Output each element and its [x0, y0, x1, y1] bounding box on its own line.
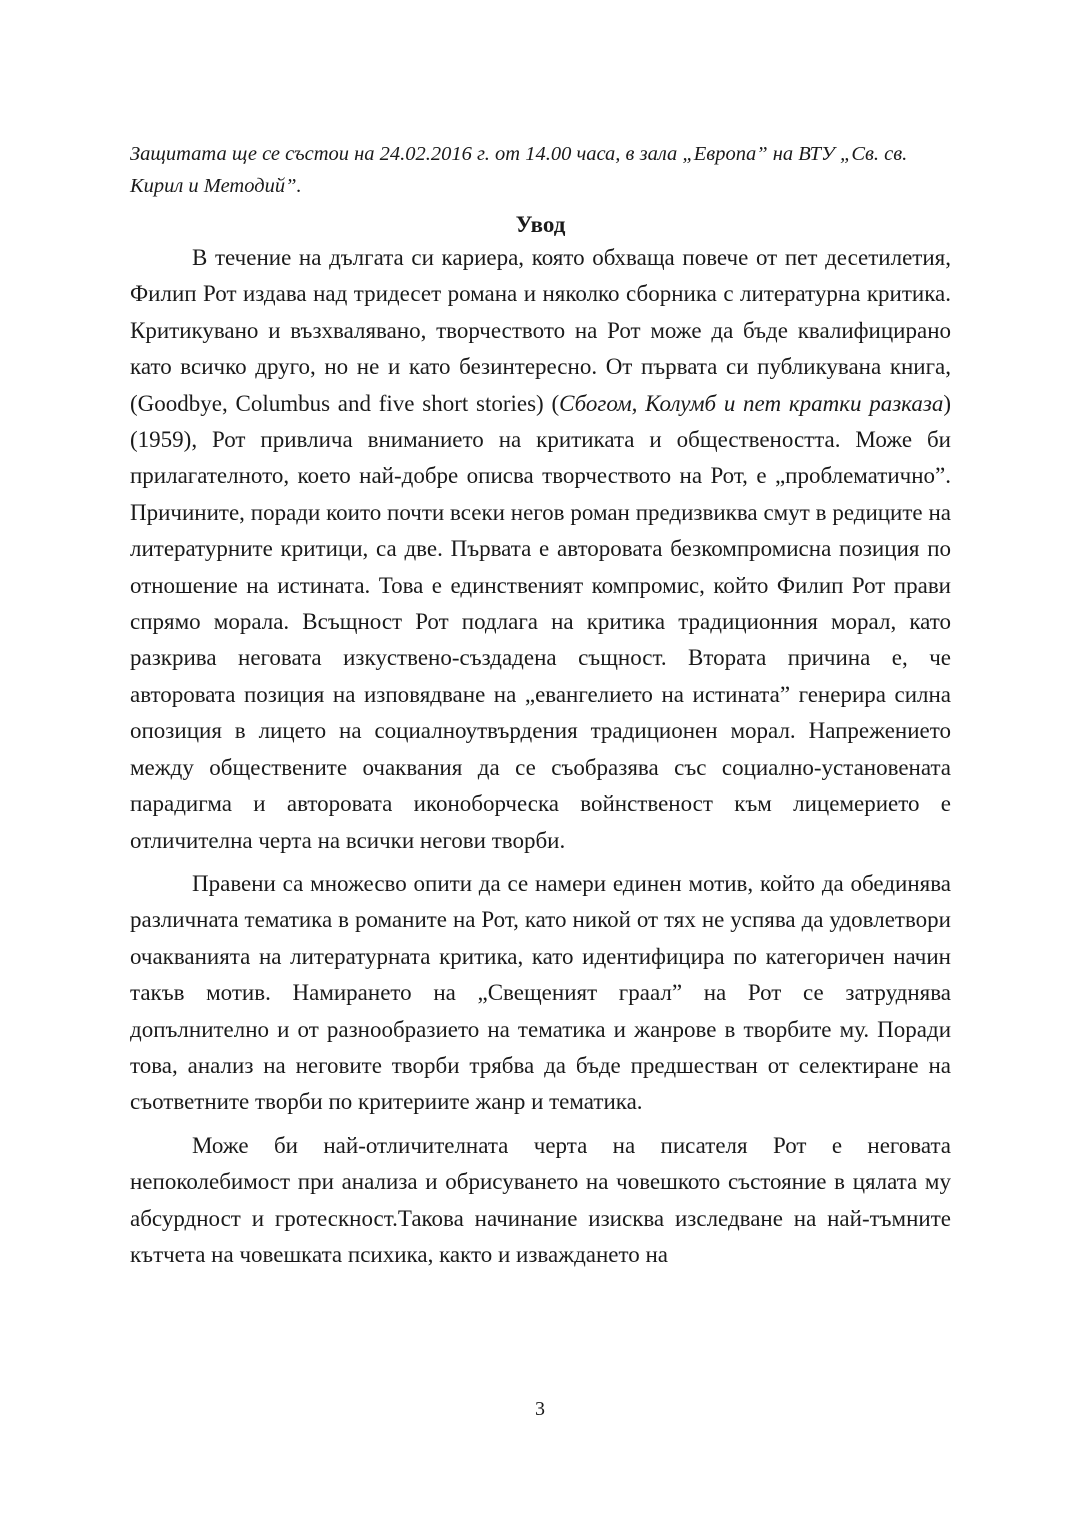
paragraph-1-text-b: ) (1959), Рот привлича вниманието на критиката и обществеността. Може би прилагателното, което най-добре описва творчеството на Рот, е „проблематично”. Причините, поради които почти всеки негов роман предизвиква смут в редиците на литературните критици, са две. Първата е авторовата безкомпромисна позиция по отношение на истината. Това е единственият компромис, който Филип Рот прави спрямо морала. Всъщност Рот подлага на критика традиционния морал, като разкрива неговата изкуствено-създадена същност. Втората причина е, че авторовата позиция на изповядване на „евангелието на истината” генерира силна опозиция в лицето на социалноутвърдения традиционен морал. Напрежението между обществените очаквания да се съобразява със социално-установената парадигма и авторовата иконоборческа войнственост към лицемерието е отличителна черта на всички негови творби.: [130, 390, 951, 853]
paragraph-1-text-a: В течение на дългата си кариера, която обхваща повече от пет десетилетия, Филип Рот издава над тридесет романа и няколко сборника с литературна критика. Критикувано и възхвалявано, творчеството на Рот може да бъде квалифицирано като всичко друго, но не и като безинтересно. От първата си публикувана книга,(Goodbye, Columbus and five short stories) (: [130, 245, 951, 416]
page-content: [130, 138, 951, 1273]
section-heading: Увод: [515, 212, 566, 237]
paragraph-2: Правени са множесво опити да се намери единен мотив, който да обединява различната тематика в романите на Рот, като никой от тях не успява да удовлетвори очакванията на литературната критика, като идентифицира по категоричен начин такъв мотив. Намирането на „Свещеният граал” на Рот се затруднява допълнително и от разнообразието на тематика и жанрове в творбите му. Поради това, анализ на неговите творби трябва да бъде предшестван от селектиране на съответните творби по критериите жанр и тематика.: [130, 870, 951, 1115]
paragraph-1: [130, 240, 951, 859]
page-number: 3: [535, 1398, 545, 1420]
defense-notice: Защитата ще се състои на 24.02.2016 г. от 14.00 часа, в зала „Европа” на ВТУ „Св. св. Кирил и Методий”.: [130, 143, 908, 197]
book-title-italic: Сбогом, Колумб и пет кратки разказа: [559, 390, 944, 416]
paragraph-3: Може би най-отличителната черта на писателя Рот е неговата непоколебимост при анализа и обрисуването на човешкото състояние в цялата му абсурдност и гротескност.Такова начинание изисква изследване на най-тъмните кътчета на човешката психика, както и изваждането на: [130, 1132, 951, 1267]
